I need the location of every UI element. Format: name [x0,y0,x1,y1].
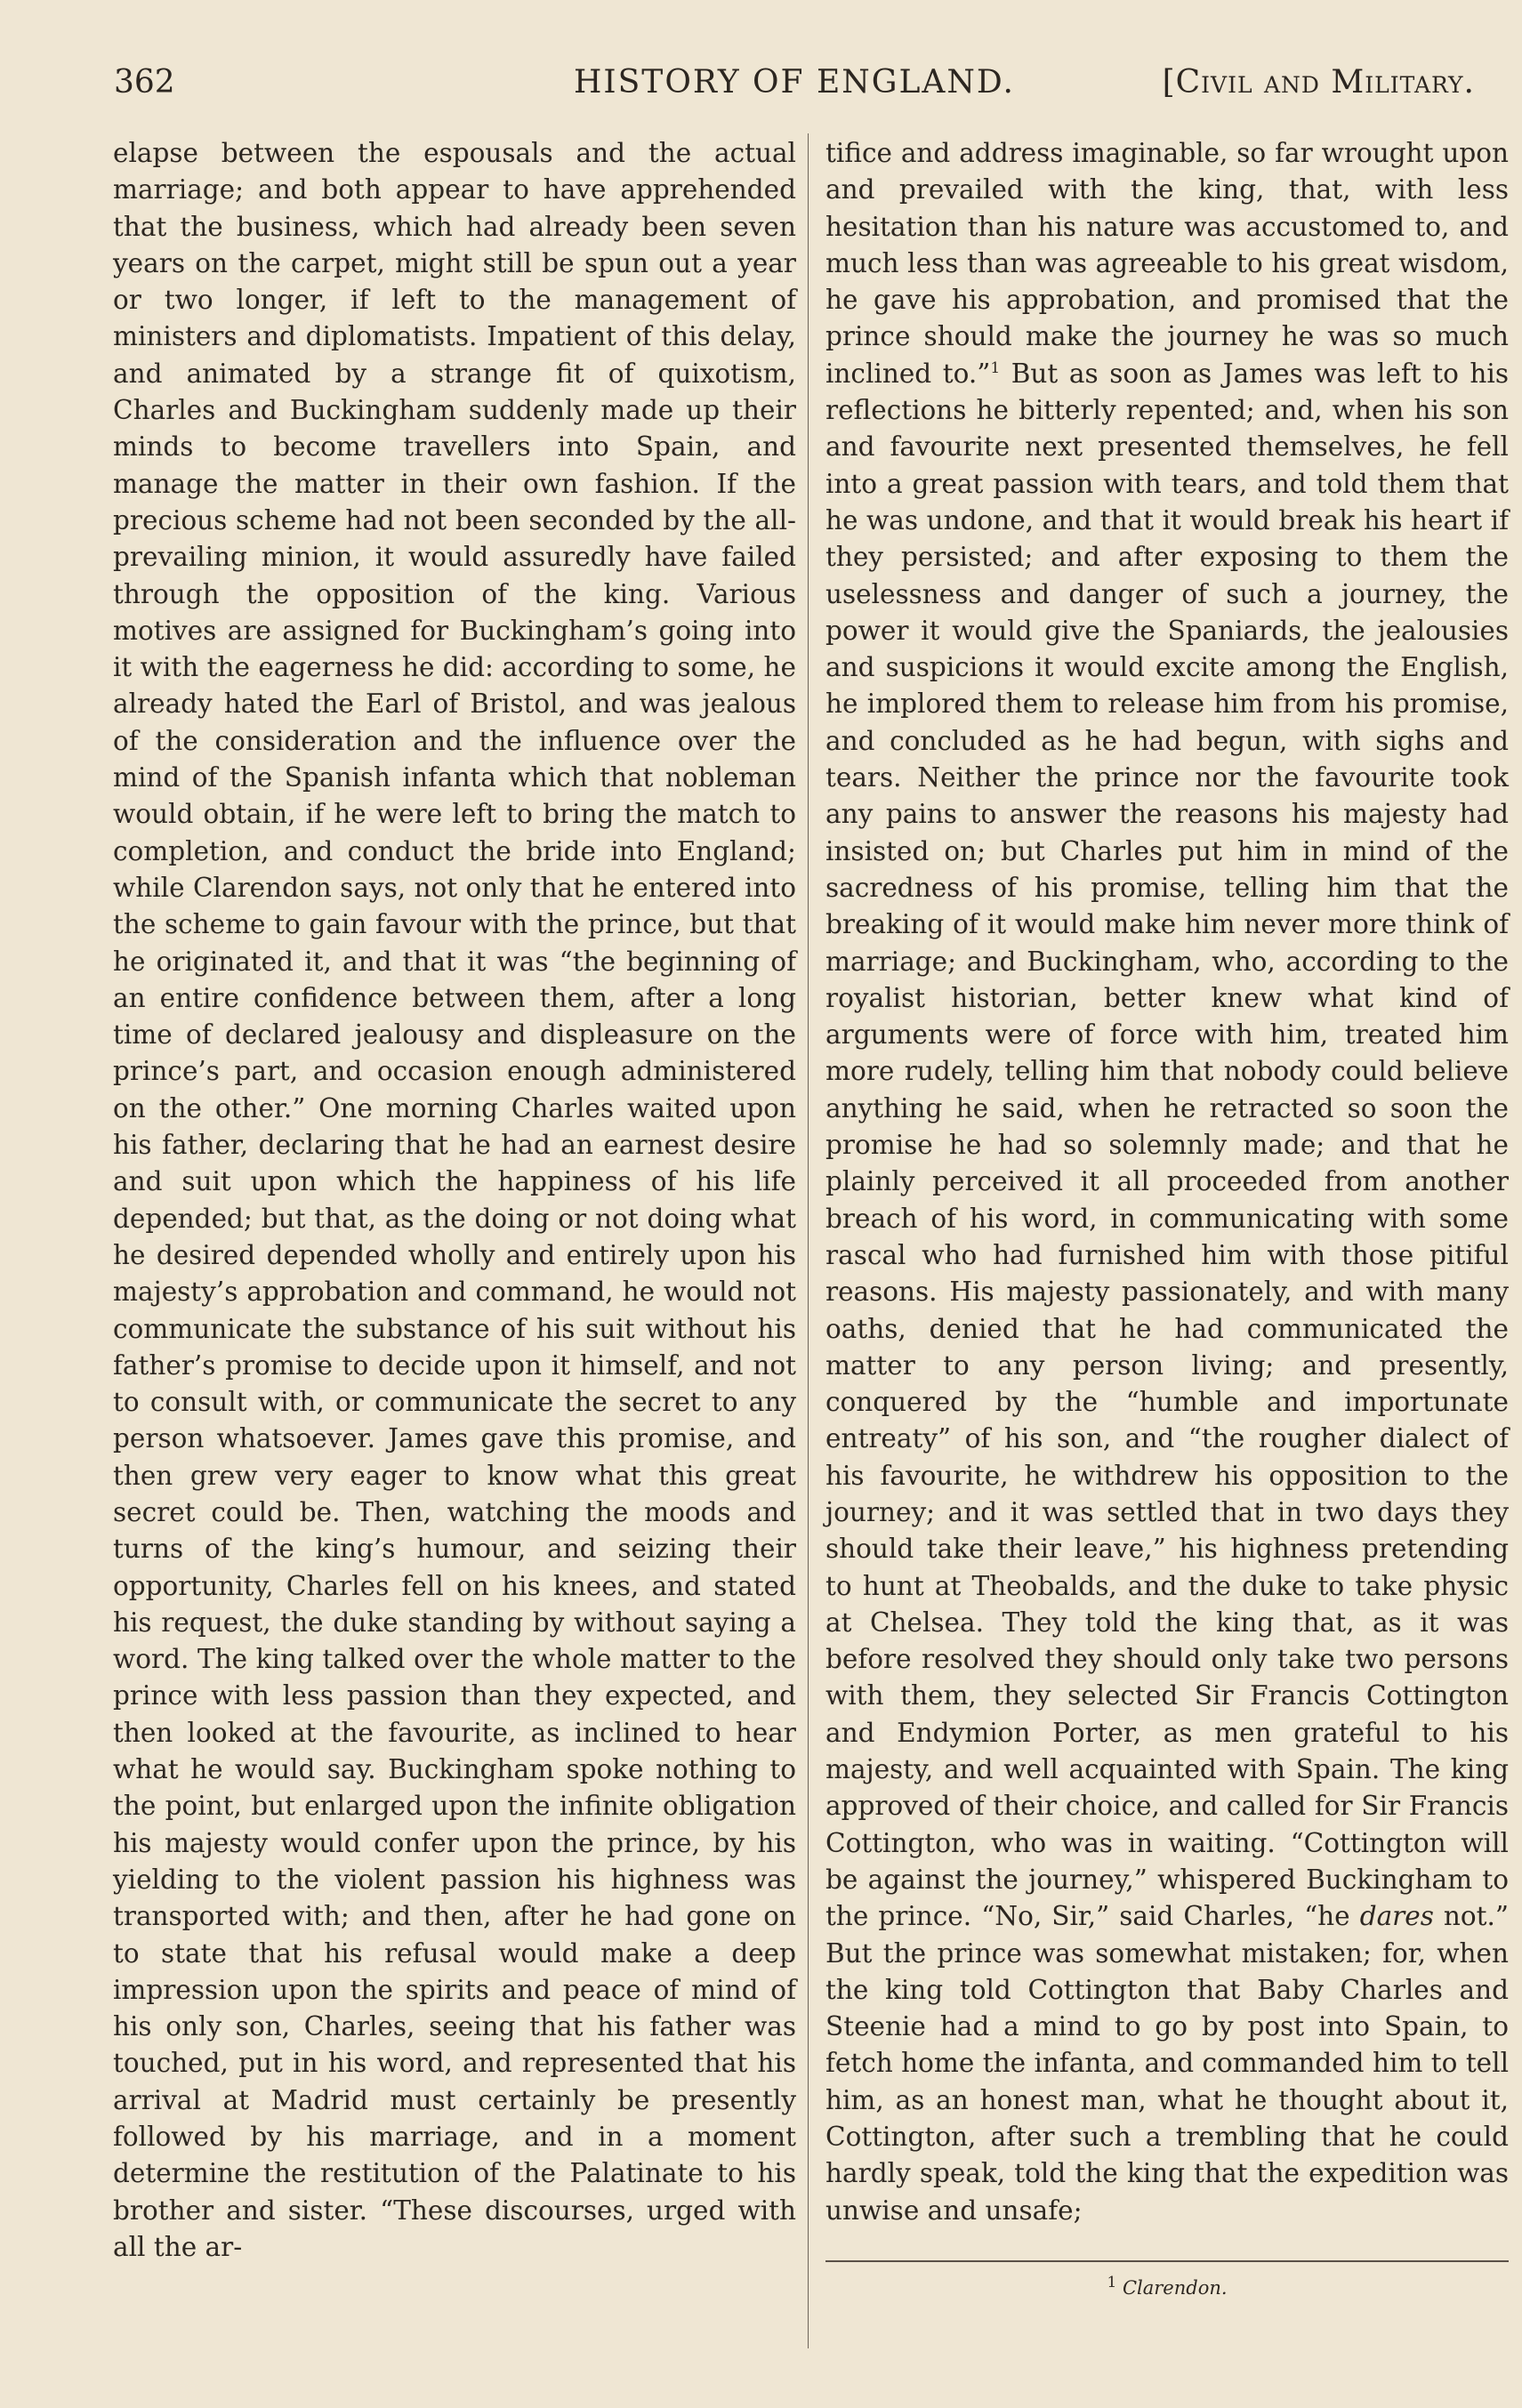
footnote-text: Clarendon. [1122,2277,1228,2299]
footnote-rule [825,2260,1509,2262]
left-column [113,135,796,2266]
running-head [114,64,1475,109]
running-title: HISTORY OF ENGLAND. [574,64,1015,101]
left-column-text: elapse between the espousals and the actual marriage; and both appear to have apprehended that the business, which had already been seven years on the carpet, might still be spun out a year or two longer, if left to the management of ministers and diplomatists. Impatient of this delay, and animated by a strange fit of quixotism, Charles and Buckingham suddenly made up their minds to become travellers into Spain, and manage the matter in their own fashion. If the precious scheme had not been seconded by the all-prevailing minion, it would assuredly have failed through the opposition of the king. Various motives are assigned for Buckingham’s going into it with the eagerness he did: according to some, he already hated the Earl of Bristol, and was jealous of the consideration and the influence over the mind of the Spanish infanta which that nobleman would obtain, if he were left to bring the match to completion, and conduct the bride into England; while Clarendon says, not only that he entered into the scheme to gain favour with the prince, but that he originated it, and that it was “the beginning of an entire confidence between them, after a long time of declared jealousy and displeasure on the prince’s part, and occasion enough administered on the other.” One morning Charles waited upon his father, declaring that he had an earnest desire and suit upon which the happiness of his life depended; but that, as the doing or not doing what he desired depended wholly and entirely upon his majesty’s approbation and command, he would not communicate the substance of his suit without his father’s promise to decide upon it himself, and not to consult with, or communicate the secret to any person whatsoever. James gave this promise, and then grew very eager to know what this great secret could be. Then, watching the moods and turns of the king’s humour, and seizing their opportunity, Charles fell on his knees, and stated his request, the duke standing by without saying a word. The king talked over the whole matter to the prince with less passion than they expected, and then looked at the favourite, as inclined to hear what he would say. Buckingham spoke nothing to the point, but enlarged upon the infinite obligation his majesty would confer upon the prince, by his yielding to the violent passion his highness was transported with; and then, after he had gone on to state that his refusal would make a deep impression upon the spirits and peace of mind of his only son, Charles, seeing that his father was touched, put in his word, and represented that his arrival at Madrid must certainly be presently followed by his marriage, and in a moment determine the restitution of the Palatinate to his brother and sister. “These discourses, urged with all the ar- [113,138,796,2262]
footnote [825,2274,1509,2299]
right-text-part-a: tifice and address imaginable, so far wrought upon and prevailed with the king, that, with less hesitation than his nature was accustomed to, and much less than was agreeable to his great wisdom, he gave his approbation, and promised that the prince should make the journey he was so much inclined to.” [825,138,1509,389]
running-section: [Civil and Military. [1162,64,1475,101]
right-column-text [825,135,1509,2229]
footnote-reference: 1 [990,358,1001,377]
column-divider [808,133,809,2348]
right-text-part-c: not.” But the prince was somewhat mistaken; for, when the king told Cottington that Baby Charles and Steenie had a mind to go by post into Spain, to fetch home the infanta, and commanded him to tell him, as an honest man, what he thought about it, Cottington, after such a trembling that he could hardly speak, told the king that the expedition was unwise and unsafe; [825,1901,1509,2226]
page-number: 362 [114,64,175,101]
footnote-marker: 1 [1107,2274,1117,2291]
italic-word: dares [1359,1901,1434,1932]
right-column [825,135,1509,2229]
right-text-part-b: But as soon as James was left to his reflections he bitterly repented; and, when his son and favourite next presented themselves, he fell into a great passion with tears, and told them that he was undone, and that it would break his heart if they persisted; and after exposing to them the uselessness and danger of such a journey, the power it would give the Spaniards, the jealousies and suspicions it would excite among the English, he implored them to release him from his promise, and concluded as he had begun, with sighs and tears. Neither the prince nor the favourite took any pains to answer the reasons his majesty had insisted on; but Charles put him in mind of the sacredness of his promise, telling him that the breaking of it would make him never more think of marriage; and Buckingham, who, according to the royalist historian, better knew what kind of arguments were of force with him, treated him more rudely, telling him that nobody could believe anything he said, when he retracted so soon the promise he had so solemnly made; and that he plainly perceived it all proceeded from another breach of his word, in communicating with some rascal who had furnished him with those pitiful reasons. His majesty passionately, and with many oaths, denied that he had communicated the matter to any person living; and presently, conquered by the “humble and importunate entreaty” of his son, and “the rougher dialect of his favourite, he withdrew his opposition to the journey; and it was settled that in two days they should take their leave,” his highness pretending to hunt at Theobalds, and the duke to take physic at Chelsea. They told the king that, as it was before resolved they should only take two persons with them, they selected Sir Francis Cottington and Endymion Porter, as men grateful to his majesty, and well acquainted with Spain. The king approved of their choice, and called for Sir Francis Cottington, who was in waiting. “Cottington will be against the journey,” whispered Buckingham to the prince. “No, Sir,” said Charles, “he [825,358,1509,1932]
